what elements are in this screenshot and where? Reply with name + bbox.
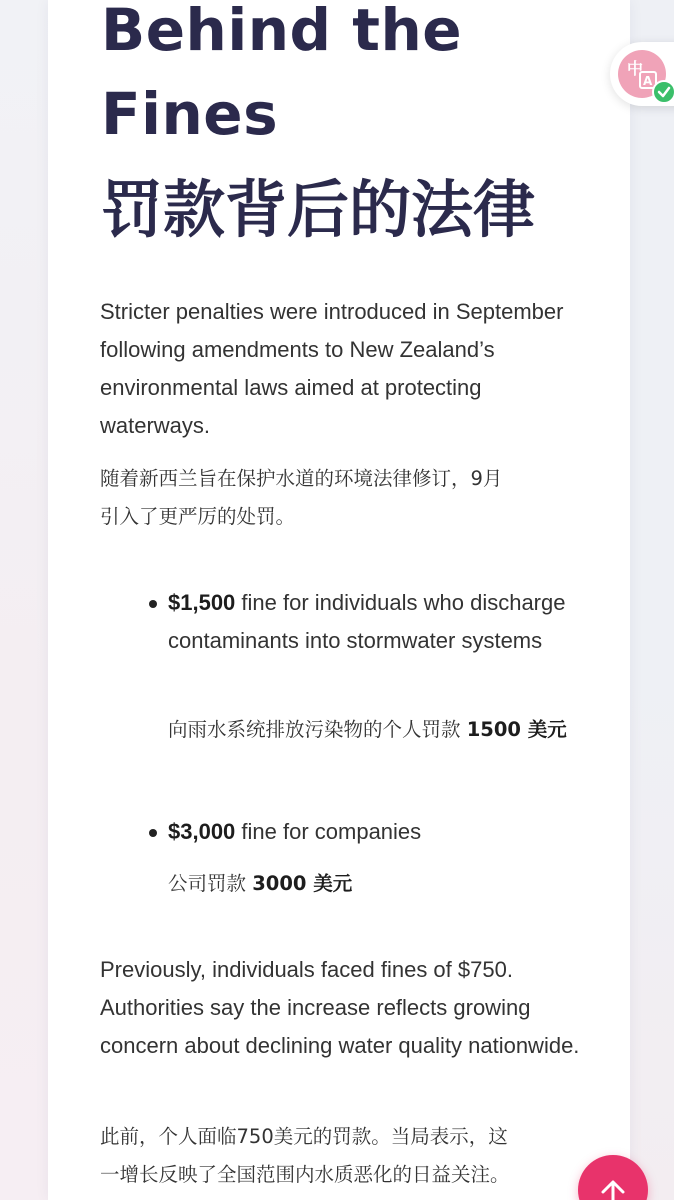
bullet-item-zh [168,711,568,749]
bullet-marker [149,829,157,837]
back-to-top-button[interactable] [578,1155,648,1200]
fine-description: fine for companies [235,819,422,844]
arrow-up-icon [578,1155,648,1200]
intro-zh-line-1: 随着新西兰旨在保护水道的环境法律修订，9月 [100,467,503,490]
fine-description-zh: 公司罚款 [168,872,253,895]
fine-amount: $1,500 [168,590,236,615]
svg-text:A: A [643,74,653,88]
bullet-marker [149,600,157,608]
fine-amount-zh: 1500 美元 [466,718,567,741]
previous-fines-paragraph-zh [100,1118,580,1194]
page-background-left [0,0,48,1200]
intro-paragraph-en: Stricter penalties were introduced in September following amendments to New Zealand’s environmental laws aimed at protecting waterways. [100,299,564,438]
article-heading-zh: 罚款背后的法律 [101,173,536,246]
check-icon [652,80,674,104]
svg-text:中: 中 [627,59,644,78]
heading-line-2: Fines [101,80,279,148]
previous-zh-line-2: 一增长反映了全国范围内水质恶化的日益关注。 [100,1163,510,1186]
translate-widget[interactable] [610,42,674,106]
intro-paragraph-zh [100,460,570,536]
heading-line-1: Behind the [101,0,463,64]
previous-fines-paragraph-en: Previously, individuals faced fines of $750. Authorities say the increase reflects growing concern about declining water quality nationwide. [100,957,580,1058]
previous-zh-line-1: 此前，个人面临750美元的罚款。当局表示，这 [100,1125,508,1148]
bullet-item-en [168,584,568,660]
intro-zh-line-2: 引入了更严厉的处罚。 [100,505,296,528]
fine-amount: $3,000 [168,819,236,844]
fine-description-zh: 向雨水系统排放污染物的个人罚款 [168,718,467,741]
bullet-item-zh [168,865,568,903]
page-background-right [628,0,674,1200]
fine-amount-zh: 3000 美元 [252,872,353,895]
bullet-item-en [168,813,568,851]
fine-description: fine for individuals who discharge contaminants into stormwater systems [168,590,566,653]
article-heading-en [101,0,621,156]
